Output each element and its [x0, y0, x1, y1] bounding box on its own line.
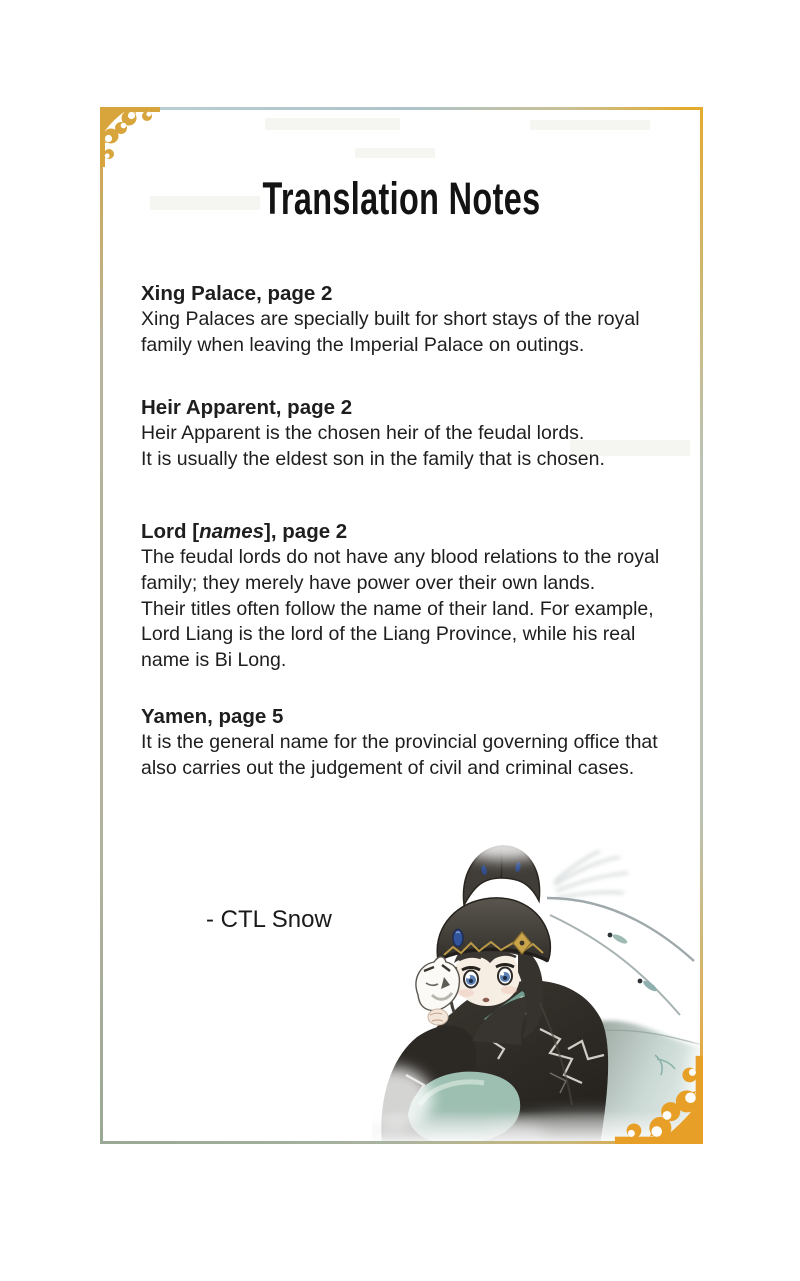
- section-line: also carries out the judgement of civil and criminal cases.: [141, 756, 635, 779]
- section-line: name is Bi Long.: [141, 649, 287, 672]
- note-section-heir-apparent: [141, 395, 686, 473]
- section-heading: Xing Palace, page 2: [141, 282, 333, 305]
- section-heading: Lord [names], page 2: [141, 520, 348, 543]
- section-line: family; they merely have power over their own lands.: [141, 571, 596, 594]
- section-line: Xing Palaces are specially built for short stays of the royal: [141, 308, 640, 330]
- hat: [437, 843, 550, 961]
- section-line: Lord Liang is the lord of the Liang Province, while his real: [141, 623, 636, 646]
- section-line: Their titles often follow the name of their land. For example,: [141, 597, 654, 620]
- frame-border-left: [100, 107, 103, 1144]
- section-line: It is usually the eldest son in the family that is chosen.: [141, 447, 605, 470]
- tassel-tuft: [554, 851, 628, 898]
- scan-artifact: [265, 118, 400, 130]
- decorative-frame: [100, 107, 703, 1144]
- section-heading: Yamen, page 5: [141, 705, 284, 728]
- note-section-lord-names: [141, 519, 686, 674]
- ribbon-bead: [608, 933, 659, 993]
- hand: [428, 1009, 448, 1025]
- scan-artifact: [355, 148, 435, 158]
- frame-border-right: [700, 107, 703, 1144]
- section-line: The feudal lords do not have any blood relations to the royal: [141, 546, 660, 568]
- fox-mask: [416, 957, 459, 1011]
- note-section-xing-palace: [141, 281, 686, 359]
- section-heading: Heir Apparent, page 2: [141, 396, 353, 419]
- note-section-yamen: [141, 704, 686, 782]
- section-line: family when leaving the Imperial Palace on outings.: [141, 333, 585, 356]
- scan-artifact: [530, 120, 650, 130]
- section-line: Heir Apparent is the chosen heir of the feudal lords.: [141, 422, 585, 444]
- page-title: Translation Notes: [262, 173, 541, 224]
- cloud-corner-ornament-icon: [609, 1050, 703, 1144]
- cloud-corner-ornament-icon: [100, 107, 164, 171]
- frame-border-top: [100, 107, 703, 110]
- translator-signature: - CTL Snow: [206, 906, 332, 933]
- section-line: It is the general name for the provincial governing office that: [141, 731, 658, 753]
